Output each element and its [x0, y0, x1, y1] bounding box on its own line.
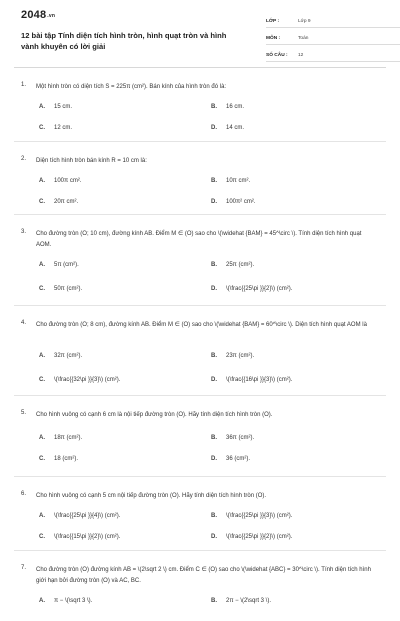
option-text: 100π cm².	[54, 178, 82, 184]
option-text: \(\frac{{25\pi }}{2}\) (cm²).	[226, 286, 293, 292]
option-b[interactable]	[211, 353, 254, 359]
option-a[interactable]	[39, 104, 72, 110]
question-stem	[21, 565, 376, 586]
option-text: 20π cm².	[54, 199, 79, 205]
option-a[interactable]	[39, 262, 79, 268]
question-text: Diện tích hình tròn bán kính R = 10 cm là:	[36, 158, 147, 164]
site-logo[interactable]	[21, 9, 55, 21]
option-a[interactable]	[39, 353, 82, 359]
option-d[interactable]	[211, 534, 292, 540]
question-stem	[21, 229, 376, 250]
option-text: 36 (cm²).	[226, 456, 250, 462]
option-letter: B.	[211, 262, 217, 268]
option-text: 18π (cm²).	[54, 435, 83, 441]
question-text: Cho hình vuông có cạnh 6 cm là nội tiếp đường tròn (O). Hãy tính diện tích hình tròn (O).	[36, 412, 273, 418]
meta-value: 12	[298, 52, 304, 58]
option-letter: D.	[211, 199, 217, 205]
question-number: 6.	[21, 491, 27, 497]
meta-label: SỐ CÂU :	[266, 52, 288, 58]
option-d[interactable]	[211, 377, 292, 383]
option-text: 16 cm.	[226, 104, 245, 110]
option-text: \(\frac{{25\pi }}{4}\) (cm²).	[54, 513, 121, 519]
option-c[interactable]	[39, 286, 82, 292]
worksheet-title: 12 bài tập Tính diện tích hình tròn, hình quạt tròn và hình vành khuyên có lời giải	[21, 31, 227, 51]
option-letter: D.	[211, 456, 217, 462]
option-a[interactable]	[39, 178, 81, 184]
option-text: 32π (cm²).	[54, 353, 83, 359]
meta-value: Lớp 9	[298, 18, 311, 24]
option-letter: B.	[211, 104, 217, 110]
option-text: 18 (cm²).	[54, 456, 78, 462]
option-letter: D.	[211, 534, 217, 540]
question-text: Cho đường tròn (O; 10 cm), đường kính AB. Điểm M ∈ (O) sao cho \(\widehat {BAM} = 45^\circ \). Tính diện tích hình quạt AOM.	[36, 231, 362, 248]
option-letter: B.	[211, 598, 217, 604]
option-text: 23π (cm²).	[226, 353, 255, 359]
meta-row-grade	[266, 15, 400, 28]
option-text: \(\frac{{32\pi }}{3}\) (cm²).	[54, 377, 121, 383]
question-text: Cho đường tròn (O) đường kính AB = \(2\sqrt 2 \) cm. Điểm C ∈ (O) sao cho \(\widehat {ABC} = 30^\circ \). Tính diện tích hình giới hạn bởi đường tròn (O) và AC, BC.	[36, 567, 371, 584]
option-text: 14 cm.	[226, 125, 245, 131]
question-stem	[21, 410, 376, 421]
option-c[interactable]	[39, 125, 72, 131]
option-letter: A.	[39, 435, 45, 441]
option-d[interactable]	[211, 456, 250, 462]
option-text: 12 cm.	[54, 125, 73, 131]
option-text: 2π − \(2\sqrt 3 \).	[226, 598, 271, 604]
option-d[interactable]	[211, 125, 244, 131]
worksheet-meta	[266, 15, 400, 66]
option-b[interactable]	[211, 262, 254, 268]
option-text: \(\frac{{16\pi }}{3}\) (cm²).	[226, 377, 293, 383]
option-letter: B.	[211, 435, 217, 441]
question-number: 4.	[21, 320, 27, 326]
question-stem	[21, 82, 376, 93]
question-list	[14, 68, 386, 621]
question-number: 1.	[21, 82, 27, 88]
question-7	[14, 551, 386, 621]
option-c[interactable]	[39, 456, 78, 462]
option-a[interactable]	[39, 513, 120, 519]
option-text: 100π² cm².	[226, 199, 256, 205]
option-text: \(\frac{{15\pi }}{2}\) (cm²).	[54, 534, 121, 540]
question-stem	[21, 320, 376, 331]
option-c[interactable]	[39, 534, 120, 540]
option-letter: B.	[211, 178, 217, 184]
option-text: 36π (cm²).	[226, 435, 255, 441]
question-text: Cho hình vuông có cạnh 5 cm nội tiếp đường tròn (O). Hãy tính diện tích hình tròn (O).	[36, 493, 267, 499]
option-letter: B.	[211, 353, 217, 359]
question-5	[14, 396, 386, 477]
option-letter: C.	[39, 125, 45, 131]
option-text: 25π (cm²).	[226, 262, 255, 268]
option-letter: C.	[39, 534, 45, 540]
option-b[interactable]	[211, 513, 292, 519]
question-1	[14, 68, 386, 142]
question-stem	[21, 156, 376, 167]
meta-value: Toán	[298, 35, 309, 41]
option-letter: A.	[39, 104, 45, 110]
option-d[interactable]	[211, 199, 255, 205]
option-d[interactable]	[211, 286, 292, 292]
option-letter: C.	[39, 456, 45, 462]
option-text: 10π cm².	[226, 178, 251, 184]
option-letter: D.	[211, 286, 217, 292]
option-letter: A.	[39, 353, 45, 359]
question-4	[14, 306, 386, 396]
option-c[interactable]	[39, 199, 78, 205]
option-text: 5π (cm²).	[54, 262, 79, 268]
option-b[interactable]	[211, 178, 250, 184]
question-number: 5.	[21, 410, 27, 416]
meta-label: MÔN :	[266, 35, 281, 41]
question-text: Cho đường tròn (O; 8 cm), đường kính AB. Điểm M ∈ (O) sao cho \(\widehat {BAM} = 60^\circ \). Diện tích hình quạt AOM là	[36, 322, 367, 328]
option-letter: C.	[39, 199, 45, 205]
question-text: Một hình tròn có diện tích S = 225π (cm²). Bán kính của hình tròn đó là:	[36, 84, 227, 90]
meta-label: LỚP :	[266, 18, 280, 24]
worksheet-header	[14, 0, 386, 68]
option-letter: B.	[211, 513, 217, 519]
option-text: \(\frac{{25\pi }}{2}\) (cm²).	[226, 534, 293, 540]
option-letter: C.	[39, 286, 45, 292]
option-letter: A.	[39, 598, 45, 604]
option-a[interactable]	[39, 598, 92, 604]
option-a[interactable]	[39, 435, 82, 441]
option-b[interactable]	[211, 435, 254, 441]
option-letter: C.	[39, 377, 45, 383]
question-number: 7.	[21, 565, 27, 571]
question-number: 3.	[21, 229, 27, 235]
option-b[interactable]	[211, 104, 244, 110]
option-letter: A.	[39, 262, 45, 268]
option-b[interactable]	[211, 598, 271, 604]
option-letter: D.	[211, 377, 217, 383]
question-2	[14, 142, 386, 215]
question-3	[14, 215, 386, 306]
option-text: \(\frac{{25\pi }}{3}\) (cm²).	[226, 513, 293, 519]
meta-row-count	[266, 49, 400, 62]
option-letter: A.	[39, 178, 45, 184]
option-letter: D.	[211, 125, 217, 131]
question-number: 2.	[21, 156, 27, 162]
option-text: π − \(\sqrt 3 \).	[54, 598, 93, 604]
meta-row-subject	[266, 32, 400, 45]
option-c[interactable]	[39, 377, 120, 383]
question-6	[14, 477, 386, 551]
question-stem	[21, 491, 376, 502]
logo-domain: .vn	[47, 13, 56, 19]
logo-text: 2048	[21, 9, 47, 21]
option-letter: A.	[39, 513, 45, 519]
option-text: 15 cm.	[54, 104, 73, 110]
option-text: 50π (cm²).	[54, 286, 83, 292]
